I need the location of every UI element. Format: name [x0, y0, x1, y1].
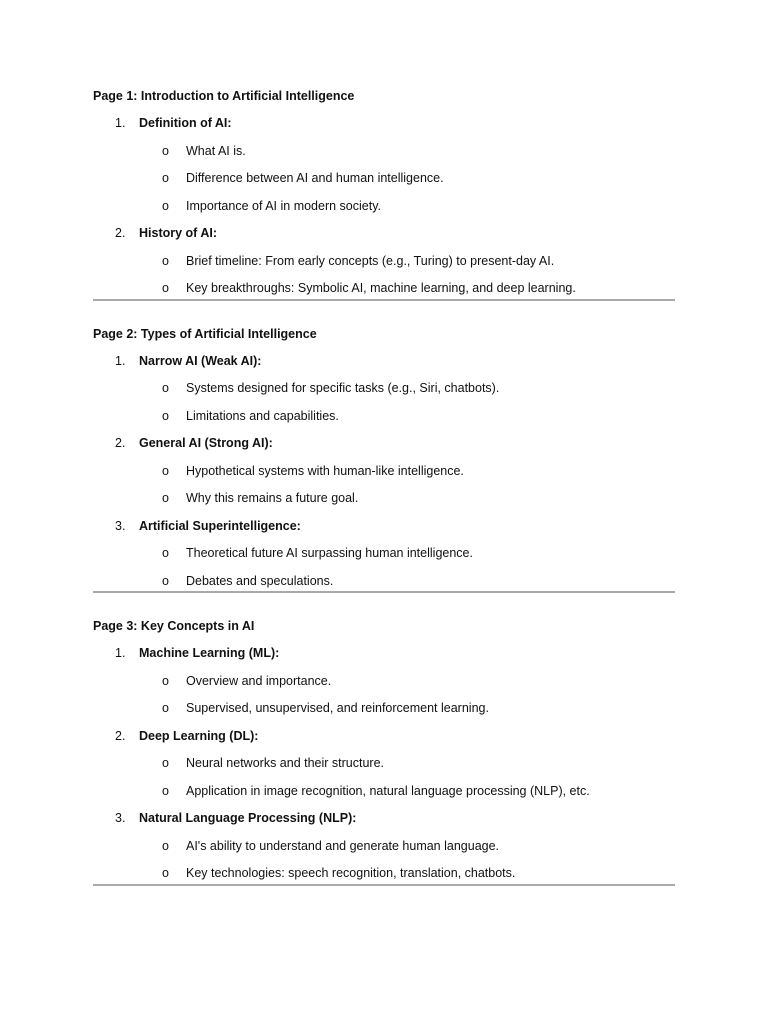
- document-page: [93, 86, 675, 909]
- bullet-item: [93, 863, 675, 883]
- bullet-list: [93, 671, 675, 719]
- bullet-list: [93, 141, 675, 216]
- bullet-icon: o: [162, 756, 169, 770]
- bullet-text: Application in image recognition, natural language processing (NLP), etc.: [186, 783, 590, 798]
- list-item: [93, 113, 675, 216]
- section-title: Page 3: Key Concepts in AI: [93, 619, 255, 633]
- bullet-item: [93, 461, 675, 481]
- bullet-item: [93, 571, 675, 591]
- bullet-text: Importance of AI in modern society.: [186, 198, 382, 213]
- bullet-text: Supervised, unsupervised, and reinforcement learning.: [186, 701, 489, 715]
- list-number: 2.: [115, 226, 126, 240]
- bullet-text: Theoretical future AI surpassing human intelligence.: [186, 546, 473, 560]
- bullet-icon: o: [162, 281, 169, 295]
- list-number: 3.: [115, 518, 126, 533]
- bullet-list: [93, 251, 675, 299]
- horizontal-rule: [93, 299, 675, 301]
- bullet-text: AI's ability to understand and generate human language.: [186, 838, 500, 853]
- list-item: [93, 433, 675, 508]
- list-item-heading: Narrow AI (Weak AI):: [139, 353, 262, 368]
- horizontal-rule: [93, 591, 675, 593]
- list-number: 3.: [115, 811, 126, 825]
- bullet-icon: o: [162, 783, 169, 798]
- section-title: Page 1: Introduction to Artificial Intelligence: [93, 89, 355, 103]
- bullet-item: [93, 698, 675, 718]
- bullet-text: Overview and importance.: [186, 673, 332, 688]
- section-title: Page 2: Types of Artificial Intelligence: [93, 326, 317, 341]
- numbered-list: [93, 113, 675, 298]
- bullet-icon: o: [162, 381, 169, 395]
- bullet-icon: o: [162, 171, 169, 185]
- bullet-icon: o: [162, 701, 169, 715]
- bullet-item: [93, 251, 675, 271]
- list-item: [93, 351, 675, 426]
- list-item-heading: Artificial Superintelligence:: [139, 518, 301, 533]
- list-number: 1.: [115, 353, 126, 368]
- bullet-list: [93, 378, 675, 426]
- list-item: [93, 726, 675, 801]
- bullet-icon: o: [162, 253, 169, 268]
- bullet-item: [93, 488, 675, 508]
- section-page-2: [93, 324, 675, 594]
- list-number: 2.: [115, 728, 126, 743]
- numbered-list: [93, 351, 675, 591]
- list-item: [93, 643, 675, 718]
- bullet-item: [93, 781, 675, 801]
- bullet-icon: o: [162, 673, 169, 688]
- bullet-icon: o: [162, 866, 169, 880]
- bullet-item: [93, 196, 675, 216]
- bullet-icon: o: [162, 573, 169, 588]
- bullet-list: [93, 753, 675, 801]
- bullet-item: [93, 671, 675, 691]
- list-item-heading: Natural Language Processing (NLP):: [139, 811, 357, 825]
- bullet-item: [93, 378, 675, 398]
- bullet-icon: o: [162, 546, 169, 560]
- bullet-item: [93, 836, 675, 856]
- bullet-list: [93, 461, 675, 509]
- section-page-3: [93, 616, 675, 886]
- list-item: [93, 808, 675, 883]
- bullet-icon: o: [162, 491, 169, 505]
- section-page-1: [93, 86, 675, 301]
- bullet-text: Key breakthroughs: Symbolic AI, machine learning, and deep learning.: [186, 281, 576, 295]
- list-item-heading: Machine Learning (ML):: [139, 646, 280, 660]
- bullet-text: What AI is.: [186, 143, 246, 158]
- bullet-text: Debates and speculations.: [186, 573, 334, 588]
- bullet-item: [93, 168, 675, 188]
- bullet-text: Difference between AI and human intelligence.: [186, 171, 444, 185]
- list-number: 2.: [115, 436, 126, 450]
- list-item: [93, 223, 675, 298]
- bullet-text: Key technologies: speech recognition, translation, chatbots.: [186, 866, 516, 880]
- bullet-text: Neural networks and their structure.: [186, 756, 385, 770]
- bullet-item: [93, 543, 675, 563]
- bullet-text: Hypothetical systems with human-like intelligence.: [186, 463, 464, 478]
- list-number: 1.: [115, 646, 126, 660]
- bullet-item: [93, 141, 675, 161]
- numbered-list: [93, 643, 675, 883]
- bullet-icon: o: [162, 198, 169, 213]
- bullet-icon: o: [162, 143, 169, 158]
- bullet-icon: o: [162, 408, 169, 423]
- list-item-heading: History of AI:: [139, 226, 218, 240]
- list-item: [93, 516, 675, 591]
- bullet-item: [93, 753, 675, 773]
- list-item-heading: Deep Learning (DL):: [139, 728, 259, 743]
- list-item-heading: General AI (Strong AI):: [139, 436, 273, 450]
- bullet-text: Brief timeline: From early concepts (e.g., Turing) to present-day AI.: [186, 253, 555, 268]
- bullet-icon: o: [162, 838, 169, 853]
- horizontal-rule: [93, 884, 675, 886]
- bullet-icon: o: [162, 463, 169, 478]
- bullet-text: Limitations and capabilities.: [186, 408, 339, 423]
- bullet-list: [93, 836, 675, 884]
- bullet-text: Systems designed for specific tasks (e.g., Siri, chatbots).: [186, 381, 500, 395]
- list-number: 1.: [115, 116, 126, 130]
- bullet-list: [93, 543, 675, 591]
- bullet-text: Why this remains a future goal.: [186, 491, 359, 505]
- bullet-item: [93, 278, 675, 298]
- list-item-heading: Definition of AI:: [139, 116, 232, 130]
- bullet-item: [93, 406, 675, 426]
